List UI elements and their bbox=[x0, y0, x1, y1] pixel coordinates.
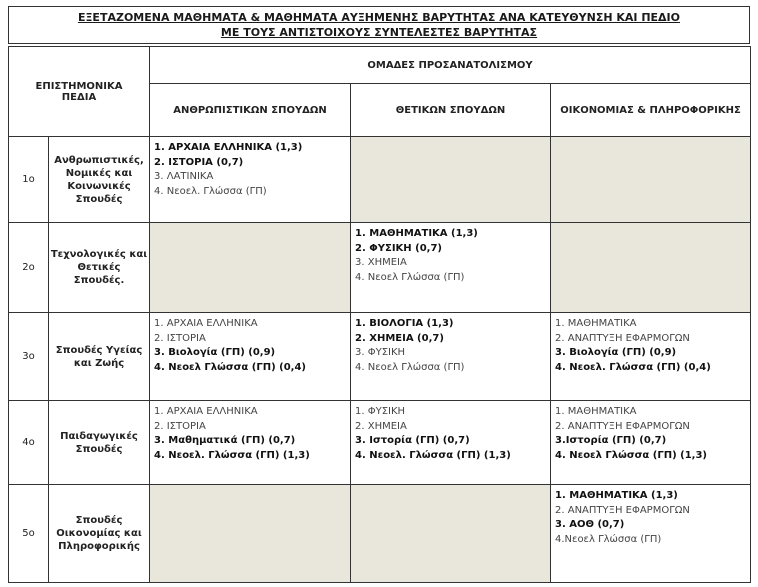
subject-item: 3.Ιστορία (ΓΠ) (0,7) bbox=[555, 435, 667, 446]
subject-item: 4. Νεοελ Γλώσσα (ΓΠ) (1,3) bbox=[555, 449, 707, 461]
cell-humanities bbox=[150, 313, 351, 401]
field-name: Ανθρωπιστικές, Νομικές και Κοινωνικές Σπουδές bbox=[49, 137, 150, 223]
subject-item: 1. ΜΑΘΗΜΑΤΙΚΑ (1,3) bbox=[555, 490, 678, 501]
subject-item: 3. Μαθηματικά (ΓΠ) (0,7) bbox=[154, 435, 296, 446]
subject-item: 1. ΦΥΣΙΚΗ bbox=[355, 406, 406, 417]
title-line-1: ΕΞΕΤΑΖΟΜΕΝΑ ΜΑΘΗΜΑΤΑ & ΜΑΘΗΜΑΤΑ ΑΥΞΗΜΕΝΗΣ ΒΑΡΥΤΗΤΑΣ ΑΝΑ ΚΑΤΕΥΘΥΝΣΗ ΚΑΙ ΠΕΔΙΟ bbox=[77, 11, 681, 24]
cell-sciences bbox=[351, 137, 551, 223]
cell-humanities bbox=[150, 485, 351, 583]
subjects-table bbox=[8, 46, 751, 583]
field-name: Σπουδές Οικονομίας και Πληροφορικής bbox=[49, 485, 150, 583]
table-row bbox=[9, 401, 751, 485]
subject-item: 3. ΑΟΘ (0,7) bbox=[555, 519, 625, 530]
subject-item: 4. Νεοελ. Γλώσσα (ΓΠ) bbox=[154, 185, 267, 197]
title-line-2: ΜΕ ΤΟΥΣ ΑΝΤΙΣΤΟΙΧΟΥΣ ΣΥΝΤΕΛΕΣΤΕΣ ΒΑΡΥΤΗΤΑΣ bbox=[220, 26, 538, 39]
cell-sciences bbox=[351, 485, 551, 583]
groups-header: ΟΜΑΔΕΣ ΠΡΟΣΑΝΑΤΟΛΙΣΜΟΥ bbox=[150, 47, 751, 84]
row-number: 4ο bbox=[9, 401, 49, 485]
subject-item: 2. ΧΗΜΕΙΑ (0,7) bbox=[355, 332, 444, 344]
subject-item: 3. Βιολογία (ΓΠ) (0,9) bbox=[154, 347, 276, 358]
fields-header: ΕΠΙΣΤΗΜΟΝΙΚΑ ΠΕΔΙΑ bbox=[9, 47, 150, 137]
cell-humanities bbox=[150, 137, 351, 223]
table-row bbox=[9, 313, 751, 401]
subject-item: 1. ΑΡΧΑΙΑ ΕΛΛΗΝΙΚΑ bbox=[154, 318, 258, 329]
subject-item: 1. ΒΙΟΛΟΓΙΑ (1,3) bbox=[355, 318, 454, 329]
subject-item: 3. Ιστορία (ΓΠ) (0,7) bbox=[355, 435, 470, 446]
subject-item: 2. ΑΝΑΠΤΥΞΗ ΕΦΑΡΜΟΓΩΝ bbox=[555, 332, 690, 344]
subject-item: 2. ΦΥΣΙΚΗ (0,7) bbox=[355, 242, 443, 254]
field-name: Σπουδές Υγείας και Ζωής bbox=[49, 313, 150, 401]
table-row bbox=[9, 223, 751, 313]
subject-item: 4.Νεοελ Γλώσσα (ΓΠ) bbox=[555, 533, 662, 545]
column-header-humanities: ΑΝΘΡΩΠΙΣΤΙΚΩΝ ΣΠΟΥΔΩΝ bbox=[150, 84, 351, 137]
subject-item: 1. ΜΑΘΗΜΑΤΙΚΑ bbox=[555, 406, 637, 417]
cell-humanities bbox=[150, 223, 351, 313]
subject-item: 4. Νεοελ. Γλώσσα (ΓΠ) (0,4) bbox=[555, 361, 711, 373]
subject-item: 2. ΙΣΤΟΡΙΑ bbox=[154, 420, 206, 432]
subject-item: 3. ΧΗΜΕΙΑ bbox=[355, 257, 407, 268]
field-name: Παιδαγωγικές Σπουδές bbox=[49, 401, 150, 485]
subject-item: 4. Νεοελ Γλώσσα (ΓΠ) bbox=[355, 271, 465, 283]
cell-economics bbox=[551, 485, 751, 583]
row-number: 3ο bbox=[9, 313, 49, 401]
document-title bbox=[8, 6, 750, 44]
subject-item: 4. Νεοελ. Γλώσσα (ΓΠ) (1,3) bbox=[355, 449, 511, 461]
table-row bbox=[9, 485, 751, 583]
subject-item: 1. ΜΑΘΗΜΑΤΙΚΑ (1,3) bbox=[355, 228, 478, 239]
subject-item: 2. ΙΣΤΟΡΙΑ bbox=[154, 332, 206, 344]
subject-item: 4. Νεοελ. Γλώσσα (ΓΠ) (1,3) bbox=[154, 449, 310, 461]
subject-item: 4. Νεοελ Γλώσσα (ΓΠ) bbox=[355, 361, 465, 373]
subject-item: 3. ΛΑΤΙΝΙΚΑ bbox=[154, 171, 214, 182]
column-header-economics: ΟΙΚΟΝΟΜΙΑΣ & ΠΛΗΡΟΦΟΡΙΚΗΣ bbox=[551, 84, 751, 137]
row-number: 1ο bbox=[9, 137, 49, 223]
subject-item: 1. ΑΡΧΑΙΑ ΕΛΛΗΝΙΚΑ bbox=[154, 406, 258, 417]
subject-item: 3. Βιολογία (ΓΠ) (0,9) bbox=[555, 347, 677, 358]
cell-economics bbox=[551, 223, 751, 313]
subject-item: 4. Νεοελ Γλώσσα (ΓΠ) (0,4) bbox=[154, 361, 306, 373]
subject-item: 3. ΦΥΣΙΚΗ bbox=[355, 347, 406, 358]
cell-sciences bbox=[351, 313, 551, 401]
table-row bbox=[9, 137, 751, 223]
subject-item: 1. ΜΑΘΗΜΑΤΙΚΑ bbox=[555, 318, 637, 329]
cell-humanities bbox=[150, 401, 351, 485]
cell-economics bbox=[551, 137, 751, 223]
row-number: 2ο bbox=[9, 223, 49, 313]
subject-item: 2. ΑΝΑΠΤΥΞΗ ΕΦΑΡΜΟΓΩΝ bbox=[555, 420, 690, 432]
subject-item: 2. ΑΝΑΠΤΥΞΗ ΕΦΑΡΜΟΓΩΝ bbox=[555, 504, 690, 516]
cell-economics bbox=[551, 401, 751, 485]
column-header-sciences: ΘΕΤΙΚΩΝ ΣΠΟΥΔΩΝ bbox=[351, 84, 551, 137]
cell-economics bbox=[551, 313, 751, 401]
field-name: Τεχνολογικές και Θετικές Σπουδές. bbox=[49, 223, 150, 313]
subject-item: 2. ΙΣΤΟΡΙΑ (0,7) bbox=[154, 156, 244, 168]
cell-sciences bbox=[351, 401, 551, 485]
row-number: 5ο bbox=[9, 485, 49, 583]
cell-sciences bbox=[351, 223, 551, 313]
subject-item: 1. ΑΡΧΑΙΑ ΕΛΛΗΝΙΚΑ (1,3) bbox=[154, 142, 303, 153]
subject-item: 2. ΧΗΜΕΙΑ bbox=[355, 420, 407, 432]
